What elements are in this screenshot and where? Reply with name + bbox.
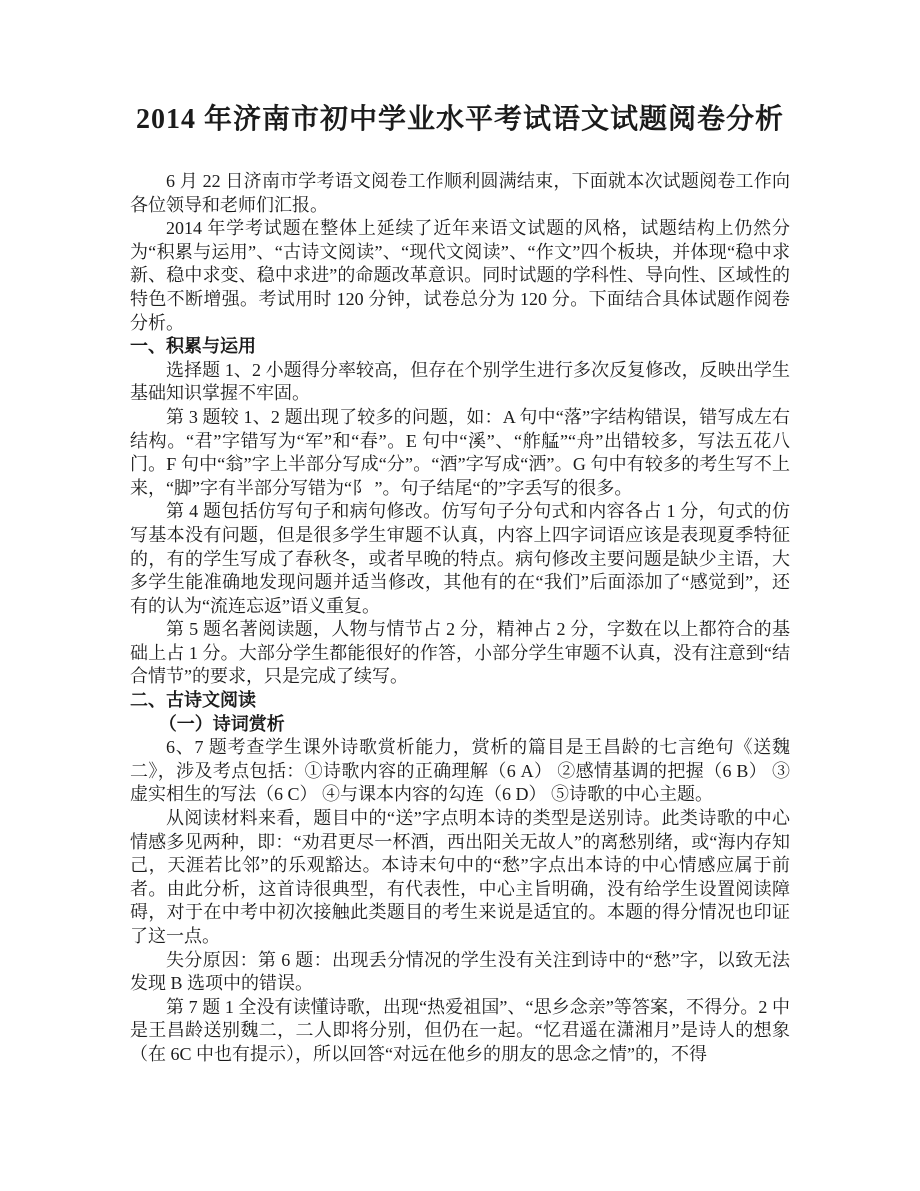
paragraph: 6 月 22 日济南市学考语文阅卷工作顺利圆满结束，下面就本次试题阅卷工作向各位领导和老师们汇报。 [130, 171, 790, 215]
document-body [130, 170, 790, 1067]
section-heading: 二、古诗文阅读 [130, 690, 256, 711]
sub-heading: （一）诗词赏析 [158, 713, 285, 734]
paragraph: 第 5 题名著阅读题，人物与情节占 2 分，精神占 2 分，字数在以上都符合的基础上占 1 分。大部分学生都能很好的作答，小部分学生审题不认真，没有注意到“结合情节”的要求，只是完成了续写。 [130, 619, 790, 687]
section-heading: 一、积累与运用 [130, 336, 256, 357]
paragraph: 失分原因：第 6 题：出现丢分情况的学生没有关注到诗中的“愁”字，以致无法发现 B 选项中的错误。 [130, 949, 790, 994]
paragraph: 第 4 题包括仿写句子和病句修改。仿写句子分句式和内容各占 1 分，句式的仿写基本没有问题，但是很多学生审题不认真，内容上四字词语应该是表现夏季特征的，有的学生写成了春秋冬，或者早晚的特点。病句修改主要问题是缺少主语，大多学生能准确地发现问题并适当修改，其他有的在“我们”后面添加了“感觉到”，还有的认为“流连忘返”语义重复。 [130, 501, 790, 616]
paragraph: 第 3 题较 1、2 题出现了较多的问题，如：A 句中“落”字结构错误，错写成左右结构。“君”字错写为“军”和“春”。E 句中“溪”、“舴艋”“舟”出错较多，写法五花八门。F 句中“翁”字上半部分写成“分”。“酒”字写成“洒”。G 句中有较多的考生写不上来，“脚”字有半部分写错为“阝 ”。句子结尾“的”字丢写的很多。 [130, 406, 790, 498]
paragraph: 第 7 题 1 全没有读懂诗歌，出现“热爱祖国”、“思乡念亲”等答案，不得分。2 中是王昌龄送别魏二，二人即将分别，但仍在一起。“忆君遥在潇湘月”是诗人的想象（在 6C 中也有提示），所以回答“对远在他乡的朋友的思念之情”的，不得 [130, 996, 790, 1064]
paragraph: 从阅读材料来看，题目中的“送”字点明本诗的类型是送别诗。此类诗歌的中心情感多见两种，即：“劝君更尽一杯酒，西出阳关无故人”的离愁别绪，或“海内存知己，天涯若比邻”的乐观豁达。本诗末句中的“愁”字点出本诗的中心情感应属于前者。由此分析，这首诗很典型，有代表性，中心主旨明确，没有给学生设置阅读障碍，对于在中考中初次接触此类题目的考生来说是适宜的。本题的得分情况也印证了这一点。 [130, 808, 790, 946]
paragraph: 2014 年学考试题在整体上延续了近年来语文试题的风格，试题结构上仍然分为“积累与运用”、“古诗文阅读”、“现代文阅读”、“作文”四个板块，并体现“稳中求新、稳中求变、稳中求进”的命题改革意识。同时试题的学科性、导向性、区域性的特色不断增强。考试用时 120 分钟，试卷总分为 120 分。下面结合具体试题作阅卷分析。 [130, 218, 790, 333]
document-title: 2014 年济南市初中学业水平考试语文试题阅卷分析 [135, 104, 784, 135]
paragraph: 6、7 题考查学生课外诗歌赏析能力，赏析的篇目是王昌龄的七言绝句《送魏二》，涉及考点包括：①诗歌内容的正确理解（6 A） ②感情基调的把握（6 B） ③虚实相生的写法（6 C） ④与课本内容的勾连（6 D） ⑤诗歌的中心主题。 [130, 737, 790, 805]
paragraph: 选择题 1、2 小题得分率较高，但存在个别学生进行多次反复修改，反映出学生基础知识掌握不牢固。 [130, 359, 790, 404]
